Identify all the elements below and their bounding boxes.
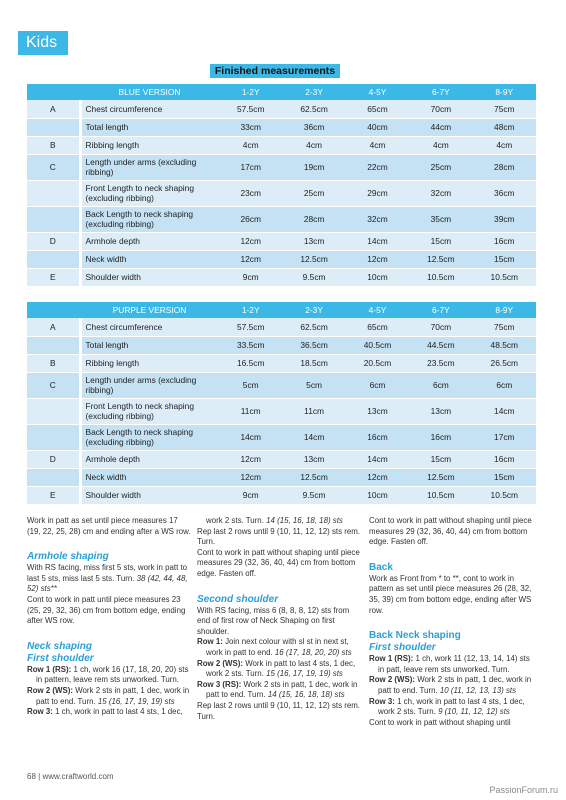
measurement-cell: 13cm	[282, 450, 345, 468]
size-header: 6-7Y	[409, 302, 472, 318]
watermark: PassionForum.ru	[489, 785, 558, 795]
table-row	[27, 450, 536, 468]
footer-website: www.craftworld.com	[42, 772, 114, 781]
measurement-cell: 16cm	[473, 450, 536, 468]
measurement-cell: 20.5cm	[346, 354, 409, 372]
paragraph: Work as Front from * to **, cont to work in pattern as set until piece measures 26 (28, 32, 35, 39) cm from bottom edge, ending after WS row.	[369, 573, 532, 615]
row-code	[27, 180, 80, 206]
measurement-cell: 16cm	[346, 424, 409, 450]
measurement-cell: 16.5cm	[219, 354, 282, 372]
measurement-cell: 14cm	[473, 398, 536, 424]
measurement-cell: 29cm	[346, 180, 409, 206]
row-label: Length under arms (excluding ribbing)	[80, 372, 219, 398]
measurement-cell: 36cm	[473, 180, 536, 206]
table-row	[27, 268, 536, 286]
size-header: 8-9Y	[473, 302, 536, 318]
table-row	[27, 398, 536, 424]
first-shoulder-heading: First shoulder	[27, 652, 94, 664]
row-code: D	[27, 450, 80, 468]
instruction-row: Row 3: 1 ch, work in patt to last 4 sts, 1 dec, work 2 sts. Turn. 9 (10, 11, 12, 12) sts	[369, 696, 525, 717]
instruction-row: Row 1: Join next colour with sl st in next st, work in patt to end. 16 (17, 18, 20, 20) sts	[197, 637, 352, 657]
row-code: B	[27, 354, 80, 372]
measurement-cell: 23cm	[219, 180, 282, 206]
measurement-cell: 57.5cm	[219, 100, 282, 118]
back-neck-heading: Back Neck shaping	[369, 630, 461, 642]
table-row	[27, 372, 536, 398]
measurement-cell: 26.5cm	[473, 354, 536, 372]
table-row	[27, 118, 536, 136]
measurement-cell: 12.5cm	[409, 250, 472, 268]
measurement-cell: 14cm	[346, 232, 409, 250]
table-row	[27, 136, 536, 154]
row-label: Ribbing length	[80, 354, 219, 372]
paragraph: Rep last 2 rows until 9 (10, 11, 12, 12) sts rem. Turn.	[197, 700, 360, 721]
measurement-cell: 4cm	[219, 136, 282, 154]
row-code: C	[27, 154, 80, 180]
paragraph: Cont to work in patt until piece measures 23 (25, 29, 32, 36) cm from bottom edge, ending after WS row.	[27, 594, 186, 626]
measurement-cell: 12cm	[346, 250, 409, 268]
measurement-cell: 36.5cm	[282, 336, 345, 354]
measurement-cell: 25cm	[409, 154, 472, 180]
page-number: 68	[27, 772, 36, 781]
row-label: Total length	[80, 336, 219, 354]
row-label: Shoulder width	[80, 486, 219, 504]
measurement-cell: 57.5cm	[219, 318, 282, 336]
size-header: 1-2Y	[219, 84, 282, 100]
row-code: E	[27, 268, 80, 286]
measurement-cell: 44.5cm	[409, 336, 472, 354]
row-code: C	[27, 372, 80, 398]
row-code: D	[27, 232, 80, 250]
measurement-cell: 4cm	[346, 136, 409, 154]
measurement-cell: 44cm	[409, 118, 472, 136]
instruction-row: Row 1 (RS): 1 ch, work 11 (12, 13, 14, 14) sts in patt, leave rem sts unworked. Turn.	[369, 654, 530, 674]
pattern-column-1	[27, 516, 191, 718]
measurement-cell: 5cm	[282, 372, 345, 398]
size-header: 2-3Y	[282, 302, 345, 318]
measurement-cell: 40cm	[346, 118, 409, 136]
measurement-cell: 10cm	[346, 486, 409, 504]
measurement-cell: 17cm	[473, 424, 536, 450]
row-label: Ribbing length	[80, 136, 219, 154]
measurement-cell: 6cm	[473, 372, 536, 398]
measurement-cell: 19cm	[282, 154, 345, 180]
table-row	[27, 250, 536, 268]
measurement-cell: 33.5cm	[219, 336, 282, 354]
neck-heading: Neck shaping	[27, 640, 93, 652]
measurement-cell: 6cm	[346, 372, 409, 398]
measurement-cell: 13cm	[346, 398, 409, 424]
armhole-heading: Armhole shaping	[27, 551, 109, 563]
instruction-row: Row 1 (RS): 1 ch, work 16 (17, 18, 20, 20) sts in pattern, leave rem sts unworked. Turn.	[27, 664, 189, 685]
measurement-cell: 14cm	[282, 424, 345, 450]
measurement-cell: 10.5cm	[473, 268, 536, 286]
paragraph: With RS facing, miss first 5 sts, work in patt to last 5 sts, miss last 5 sts. Turn. 38 (42, 44, 48, 52) sts**	[27, 563, 188, 594]
row-code	[27, 336, 80, 354]
instruction-row: Row 2 (WS): Work in patt to last 4 sts, 1 dec, work 2 sts. Turn. 15 (16, 17, 19, 19) sts	[197, 658, 356, 679]
size-header: 4-5Y	[346, 302, 409, 318]
row-label: Chest circumference	[80, 318, 219, 336]
row-code	[27, 468, 80, 486]
measurement-cell: 10.5cm	[409, 486, 472, 504]
measurement-cell: 14cm	[219, 424, 282, 450]
row-label: Front Length to neck shaping (excluding ribbing)	[80, 180, 219, 206]
measurement-cell: 15cm	[473, 250, 536, 268]
measurement-cell: 35cm	[409, 206, 472, 232]
table-row	[27, 318, 536, 336]
measurement-cell: 13cm	[409, 398, 472, 424]
paragraph: Cont to work in patt without shaping until piece measures 29 (32, 36, 40, 44) cm from bottom edge. Fasten off.	[197, 547, 360, 578]
measurement-cell: 25cm	[282, 180, 345, 206]
table-row	[27, 206, 536, 232]
measurement-cell: 36cm	[282, 118, 345, 136]
measurement-cell: 75cm	[473, 318, 536, 336]
row-code	[27, 398, 80, 424]
version-header: PURPLE VERSION	[80, 302, 219, 318]
measurements-title: Finished measurements	[210, 64, 340, 78]
instruction-row: Row 2 (WS): Work 2 sts in patt, 1 dec, work in patt to end. Turn. 10 (11, 12, 13, 13) sts	[369, 675, 532, 695]
measurement-cell: 9.5cm	[282, 486, 345, 504]
table-corner	[27, 302, 80, 318]
paragraph: With RS facing, miss 6 (8, 8, 8, 12) sts from end of first row of Neck Shaping on first shoulder.	[197, 605, 350, 636]
row-label: Back Length to neck shaping (excluding ribbing)	[80, 206, 219, 232]
size-header: 6-7Y	[409, 84, 472, 100]
paragraph: Rep last 2 rows until 9 (10, 11, 12, 12) sts rem. Turn.	[197, 526, 360, 547]
size-header: 4-5Y	[346, 84, 409, 100]
row-code: E	[27, 486, 80, 504]
measurement-cell: 62.5cm	[282, 318, 345, 336]
row-label: Back Length to neck shaping (excluding ribbing)	[80, 424, 219, 450]
row-label: Length under arms (excluding ribbing)	[80, 154, 219, 180]
measurement-cell: 4cm	[282, 136, 345, 154]
measurement-cell: 22cm	[346, 154, 409, 180]
instruction-row: Row 2 (WS): Work 2 sts in patt, 1 dec, work in patt to end. Turn. 15 (16, 17, 19, 19) sts	[27, 685, 190, 706]
row-label: Total length	[80, 118, 219, 136]
measurement-cell: 12.5cm	[409, 468, 472, 486]
measurement-cell: 6cm	[409, 372, 472, 398]
paragraph: Cont to work in patt without shaping until piece measures 29 (32, 36, 40, 44) cm from bottom edge. Fasten off.	[369, 516, 532, 547]
row-code: A	[27, 100, 80, 118]
measurement-cell: 4cm	[409, 136, 472, 154]
page-footer: 68 | www.craftworld.com	[27, 772, 114, 781]
row-code: A	[27, 318, 80, 336]
paragraph: Cont to work in patt without shaping until	[369, 717, 511, 727]
measurement-cell: 16cm	[473, 232, 536, 250]
measurement-cell: 65cm	[346, 100, 409, 118]
measurement-cell: 12.5cm	[282, 250, 345, 268]
row-label: Chest circumference	[80, 100, 219, 118]
measurement-cell: 11cm	[282, 398, 345, 424]
size-header: 1-2Y	[219, 302, 282, 318]
measurement-cell: 9cm	[219, 486, 282, 504]
measurement-cell: 28cm	[282, 206, 345, 232]
measurement-cell: 16cm	[409, 424, 472, 450]
size-header: 2-3Y	[282, 84, 345, 100]
size-header: 8-9Y	[473, 84, 536, 100]
measurement-cell: 32cm	[409, 180, 472, 206]
second-shoulder-heading: Second shoulder	[197, 593, 279, 605]
measurement-cell: 11cm	[219, 398, 282, 424]
table-row	[27, 100, 536, 118]
measurement-cell: 15cm	[409, 450, 472, 468]
section-label: Kids	[18, 31, 68, 55]
measurement-cell: 32cm	[346, 206, 409, 232]
measurement-cell: 12cm	[346, 468, 409, 486]
paragraph: work 2 sts. Turn. 14 (15, 16, 18, 18) sts	[206, 516, 343, 525]
measurement-cell: 12.5cm	[282, 468, 345, 486]
row-label: Neck width	[80, 468, 219, 486]
row-code	[27, 424, 80, 450]
measurement-cell: 48.5cm	[473, 336, 536, 354]
row-label: Armhole depth	[80, 232, 219, 250]
measurement-cell: 70cm	[409, 100, 472, 118]
measurement-cell: 62.5cm	[282, 100, 345, 118]
measurement-cell: 13cm	[282, 232, 345, 250]
measurement-cell: 28cm	[473, 154, 536, 180]
measurement-cell: 9cm	[219, 268, 282, 286]
row-code	[27, 118, 80, 136]
measurement-cell: 12cm	[219, 468, 282, 486]
measurement-cell: 48cm	[473, 118, 536, 136]
row-label: Front Length to neck shaping (excluding ribbing)	[80, 398, 219, 424]
purple-measurements-table	[27, 302, 536, 505]
table-row	[27, 180, 536, 206]
row-label: Armhole depth	[80, 450, 219, 468]
table-row	[27, 354, 536, 372]
table-corner	[27, 84, 80, 100]
table-row	[27, 336, 536, 354]
row-label: Neck width	[80, 250, 219, 268]
measurement-cell: 14cm	[346, 450, 409, 468]
blue-measurements-table	[27, 84, 536, 287]
measurement-cell: 26cm	[219, 206, 282, 232]
instruction-row: Row 3 (RS): Work 2 sts in patt, 1 dec, work in patt to end. Turn. 14 (15, 16, 18, 18) sts	[197, 679, 358, 700]
measurement-cell: 4cm	[473, 136, 536, 154]
paragraph: Work in patt as set until piece measures 17 (19, 22, 25, 28) cm and ending after a WS row.	[27, 516, 191, 536]
table-row	[27, 232, 536, 250]
measurement-cell: 10cm	[346, 268, 409, 286]
back-heading: Back	[369, 561, 393, 573]
table-row	[27, 154, 536, 180]
measurement-cell: 40.5cm	[346, 336, 409, 354]
measurement-cell: 23.5cm	[409, 354, 472, 372]
measurement-cell: 15cm	[409, 232, 472, 250]
pattern-column-2	[197, 516, 361, 722]
row-code	[27, 250, 80, 268]
table-row	[27, 468, 536, 486]
measurement-cell: 75cm	[473, 100, 536, 118]
row-label: Shoulder width	[80, 268, 219, 286]
measurement-cell: 12cm	[219, 250, 282, 268]
measurement-cell: 70cm	[409, 318, 472, 336]
measurement-cell: 65cm	[346, 318, 409, 336]
measurement-cell: 10.5cm	[473, 486, 536, 504]
row-code: B	[27, 136, 80, 154]
row-code	[27, 206, 80, 232]
measurement-cell: 18.5cm	[282, 354, 345, 372]
measurement-cell: 39cm	[473, 206, 536, 232]
instruction-row: Row 3: 1 ch, work in patt to last 4 sts, 1 dec,	[27, 707, 183, 717]
measurement-cell: 12cm	[219, 232, 282, 250]
measurement-cell: 15cm	[473, 468, 536, 486]
first-shoulder-heading: First shoulder	[369, 642, 436, 654]
measurement-cell: 5cm	[219, 372, 282, 398]
table-row	[27, 424, 536, 450]
measurement-cell: 12cm	[219, 450, 282, 468]
measurement-cell: 17cm	[219, 154, 282, 180]
version-header: BLUE VERSION	[80, 84, 219, 100]
measurement-cell: 10.5cm	[409, 268, 472, 286]
measurement-cell: 33cm	[219, 118, 282, 136]
table-row	[27, 486, 536, 504]
measurement-cell: 9.5cm	[282, 268, 345, 286]
pattern-column-3	[369, 516, 533, 728]
